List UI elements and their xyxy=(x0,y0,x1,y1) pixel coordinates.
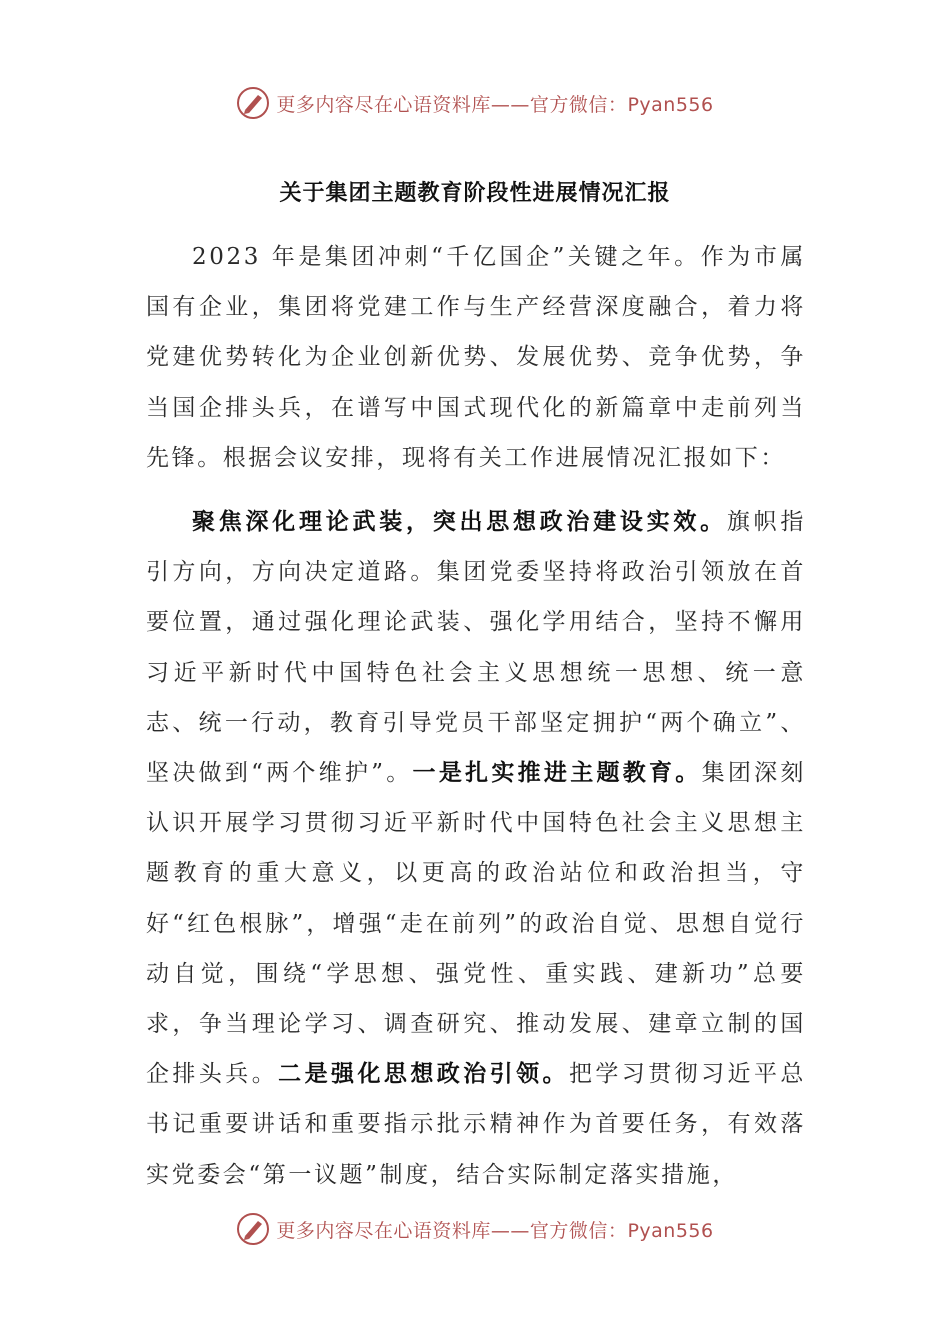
watermark-text xyxy=(276,1216,713,1243)
point-heading-2: 二是强化思想政治引领。 xyxy=(278,1060,569,1088)
watermark-dash: —— xyxy=(490,1219,530,1242)
document-body xyxy=(146,232,806,1200)
document-title: 关于集团主题教育阶段性进展情况汇报 xyxy=(279,180,671,206)
watermark-wechat: Pyan556 xyxy=(627,93,714,116)
pen-logo-icon xyxy=(236,86,270,120)
watermark-wechat: Pyan556 xyxy=(627,1219,714,1242)
pen-logo-icon xyxy=(236,1212,270,1246)
watermark-header xyxy=(0,86,950,120)
paragraph-section-1 xyxy=(146,497,806,1200)
watermark-label: 官方微信： xyxy=(529,93,628,116)
watermark-text xyxy=(276,90,713,117)
section-text-2: 集团深刻认识开展学习贯彻习近平新时代中国特色社会主义思想主题教育的重大意义，以更高的政治站位和政治担当，守好“红色根脉”，增强“走在前列”的政治自觉、思想自觉行动自觉，围绕“学思想、强党性、重实践、建新功”总要求，争当理论学习、调查研究、推动发展、建章立制的国企排头兵。 xyxy=(146,760,807,1088)
watermark-footer xyxy=(0,1212,950,1246)
watermark-brand: 更多内容尽在心语资料库 xyxy=(276,93,491,116)
section-text-1: 旗帜指引方向，方向决定道路。集团党委坚持将政治引领放在首要位置，通过强化理论武装、强化学用结合，坚持不懈用习近平新时代中国特色社会主义思想统一思想、统一意志、统一行动，教育引导党员干部坚定拥护“两个确立”、坚决做到“两个维护”。 xyxy=(146,509,806,787)
section-text-3: 把学习贯彻习近平总书记重要讲话和重要指示批示精神作为首要任务，有效落实党委会“第一议题”制度，结合实际制定落实措施， xyxy=(146,1061,806,1188)
watermark-brand: 更多内容尽在心语资料库 xyxy=(276,1219,491,1242)
section-heading: 聚焦深化理论武装，突出思想政治建设实效。 xyxy=(192,508,727,536)
watermark-dash: —— xyxy=(490,93,530,116)
watermark-label: 官方微信： xyxy=(529,1219,628,1242)
paragraph-intro: 2023 年是集团冲刺“千亿国企”关键之年。作为市属国有企业，集团将党建工作与生产经营深度融合，着力将党建优势转化为企业创新优势、发展优势、竞争优势，争当国企排头兵，在谱写中国式现代化的新篇章中走前列当先锋。根据会议安排，现将有关工作进展情况汇报如下： xyxy=(146,244,806,471)
point-heading-1: 一是扎实推进主题教育。 xyxy=(412,759,702,787)
